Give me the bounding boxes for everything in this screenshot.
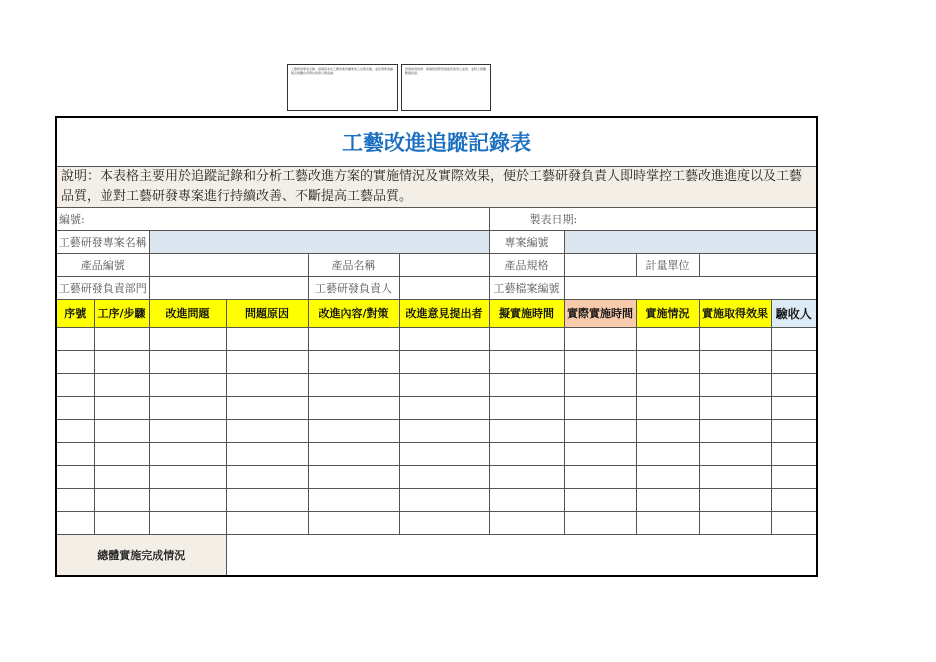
table-cell[interactable] (564, 512, 636, 535)
table-cell[interactable] (489, 351, 564, 374)
table-cell[interactable] (636, 443, 699, 466)
col-header: 擬實施時間 (489, 300, 564, 328)
table-cell[interactable] (308, 328, 399, 351)
table-cell[interactable] (149, 374, 226, 397)
table-cell[interactable] (489, 443, 564, 466)
table-cell[interactable] (699, 374, 771, 397)
col-header: 實際實施時間 (564, 300, 636, 328)
col-header: 驗收人 (771, 300, 817, 328)
table-cell[interactable] (636, 397, 699, 420)
table-cell[interactable] (149, 420, 226, 443)
table-cell[interactable] (489, 489, 564, 512)
unit-label: 計量單位 (636, 254, 699, 277)
table-cell[interactable] (308, 351, 399, 374)
table-cell[interactable] (56, 512, 94, 535)
product-name-label: 產品名稱 (308, 254, 399, 277)
table-cell[interactable] (564, 443, 636, 466)
table-cell[interactable] (564, 397, 636, 420)
table-cell[interactable] (564, 420, 636, 443)
table-cell[interactable] (56, 328, 94, 351)
table-cell[interactable] (564, 489, 636, 512)
table-cell[interactable] (489, 397, 564, 420)
table-cell[interactable] (308, 420, 399, 443)
table-cell[interactable] (636, 351, 699, 374)
table-cell[interactable] (399, 328, 489, 351)
table-cell[interactable] (226, 420, 308, 443)
table-cell[interactable] (94, 397, 149, 420)
product-spec-label: 產品規格 (489, 254, 564, 277)
table-cell[interactable] (308, 374, 399, 397)
table-cell[interactable] (399, 374, 489, 397)
comment-note-1[interactable]: 工藝研發專案名稱：請填寫本次工藝改進所屬專案之完整名稱，並註明專案編號及相關負責單位資訊以便查詢。 (287, 64, 398, 111)
table-cell[interactable] (399, 512, 489, 535)
table-cell[interactable] (699, 466, 771, 489)
col-header: 實施情況 (636, 300, 699, 328)
table-row (56, 466, 817, 489)
table-cell[interactable] (56, 466, 94, 489)
table-cell[interactable] (94, 351, 149, 374)
table-cell[interactable] (636, 489, 699, 512)
project-name-cell[interactable] (149, 231, 489, 254)
col-header: 工序/步驟 (94, 300, 149, 328)
table-cell[interactable] (149, 489, 226, 512)
table-cell[interactable] (308, 397, 399, 420)
table-cell[interactable] (226, 466, 308, 489)
summary-cell[interactable] (226, 535, 817, 577)
table-cell[interactable] (771, 512, 817, 535)
table-cell[interactable] (771, 328, 817, 351)
table-row (56, 489, 817, 512)
table-cell[interactable] (636, 374, 699, 397)
table-cell[interactable] (94, 512, 149, 535)
table-cell[interactable] (489, 420, 564, 443)
file-no-label: 工藝檔案編號 (489, 277, 564, 300)
table-cell[interactable] (94, 489, 149, 512)
product-spec-cell[interactable] (564, 254, 636, 277)
table-cell[interactable] (226, 351, 308, 374)
table-cell[interactable] (94, 420, 149, 443)
table-cell[interactable] (489, 328, 564, 351)
table-cell[interactable] (564, 466, 636, 489)
table-cell[interactable] (771, 489, 817, 512)
dept-label: 工藝研發負責部門 (56, 277, 149, 300)
number-label[interactable]: 編號: (56, 208, 489, 231)
table-cell[interactable] (564, 328, 636, 351)
table-cell[interactable] (699, 328, 771, 351)
table-cell[interactable] (308, 443, 399, 466)
owner-label: 工藝研發負責人 (308, 277, 399, 300)
col-header: 改進意見提出者 (399, 300, 489, 328)
table-row (56, 328, 817, 351)
product-no-cell[interactable] (149, 254, 308, 277)
product-no-label: 產品編號 (56, 254, 149, 277)
col-header: 問題原因 (226, 300, 308, 328)
table-cell[interactable] (226, 443, 308, 466)
table-cell[interactable] (771, 397, 817, 420)
col-header: 序號 (56, 300, 94, 328)
col-header: 實施取得效果 (699, 300, 771, 328)
table-cell[interactable] (636, 512, 699, 535)
table-cell[interactable] (149, 512, 226, 535)
table-cell[interactable] (94, 328, 149, 351)
table-cell[interactable] (564, 351, 636, 374)
table-cell[interactable] (226, 512, 308, 535)
table-cell[interactable] (564, 374, 636, 397)
table-cell[interactable] (699, 420, 771, 443)
table-row (56, 374, 817, 397)
table-cell[interactable] (56, 374, 94, 397)
table-cell[interactable] (399, 351, 489, 374)
sheet-description: 說明：本表格主要用於追蹤記錄和分析工藝改進方案的實施情況及實際效果，便於工藝研發負責人即時掌控工藝改進進度以及工藝品質，並對工藝研發專案進行持續改善、不斷提高工藝品質。 (56, 167, 817, 208)
table-cell[interactable] (149, 443, 226, 466)
table-cell[interactable] (636, 420, 699, 443)
table-cell[interactable] (699, 512, 771, 535)
table-cell[interactable] (94, 374, 149, 397)
table-cell[interactable] (308, 466, 399, 489)
table-cell[interactable] (56, 489, 94, 512)
file-no-cell[interactable] (564, 277, 817, 300)
table-cell[interactable] (56, 351, 94, 374)
table-cell[interactable] (149, 351, 226, 374)
table-cell[interactable] (226, 489, 308, 512)
table-cell[interactable] (699, 443, 771, 466)
table-cell[interactable] (149, 466, 226, 489)
table-cell[interactable] (226, 397, 308, 420)
summary-label: 總體實施完成情況 (56, 535, 226, 577)
table-cell[interactable] (489, 512, 564, 535)
table-cell[interactable] (771, 351, 817, 374)
table-cell[interactable] (56, 397, 94, 420)
table-cell[interactable] (56, 420, 94, 443)
table-cell[interactable] (149, 397, 226, 420)
table-cell[interactable] (149, 328, 226, 351)
table-cell[interactable] (226, 374, 308, 397)
col-header: 改進內容/對策 (308, 300, 399, 328)
sheet-title: 工藝改進追蹤記錄表 (56, 117, 817, 167)
col-header: 改進問題 (149, 300, 226, 328)
table-cell[interactable] (636, 328, 699, 351)
table-cell[interactable] (399, 466, 489, 489)
table-cell[interactable] (636, 466, 699, 489)
table-cell[interactable] (771, 466, 817, 489)
table-row (56, 420, 817, 443)
comment-note-2[interactable]: 實施取得效果：請填寫實際實施後所取得之成效，並附上相關數據佐證。 (401, 64, 491, 111)
table-row (56, 351, 817, 374)
table-cell[interactable] (489, 374, 564, 397)
table-cell[interactable] (771, 420, 817, 443)
date-label[interactable]: 製表日期: (489, 208, 817, 231)
table-cell[interactable] (94, 466, 149, 489)
table-cell[interactable] (699, 351, 771, 374)
tracking-sheet (55, 116, 818, 577)
table-cell[interactable] (489, 466, 564, 489)
dept-cell[interactable] (149, 277, 308, 300)
table-cell[interactable] (699, 489, 771, 512)
table-cell[interactable] (226, 328, 308, 351)
table-row (56, 397, 817, 420)
product-name-cell[interactable] (399, 254, 489, 277)
table-cell[interactable] (308, 512, 399, 535)
table-cell[interactable] (399, 397, 489, 420)
table-cell[interactable] (308, 489, 399, 512)
unit-cell[interactable] (699, 254, 817, 277)
table-cell[interactable] (94, 443, 149, 466)
table-cell[interactable] (399, 420, 489, 443)
table-cell[interactable] (771, 443, 817, 466)
table-cell[interactable] (699, 397, 771, 420)
table-row (56, 512, 817, 535)
table-cell[interactable] (399, 489, 489, 512)
project-name-label: 工藝研發專案名稱 (56, 231, 149, 254)
table-cell[interactable] (771, 374, 817, 397)
project-no-cell[interactable] (564, 231, 817, 254)
project-no-label: 專案編號 (489, 231, 564, 254)
table-row (56, 443, 817, 466)
table-cell[interactable] (56, 443, 94, 466)
owner-cell[interactable] (399, 277, 489, 300)
table-cell[interactable] (399, 443, 489, 466)
